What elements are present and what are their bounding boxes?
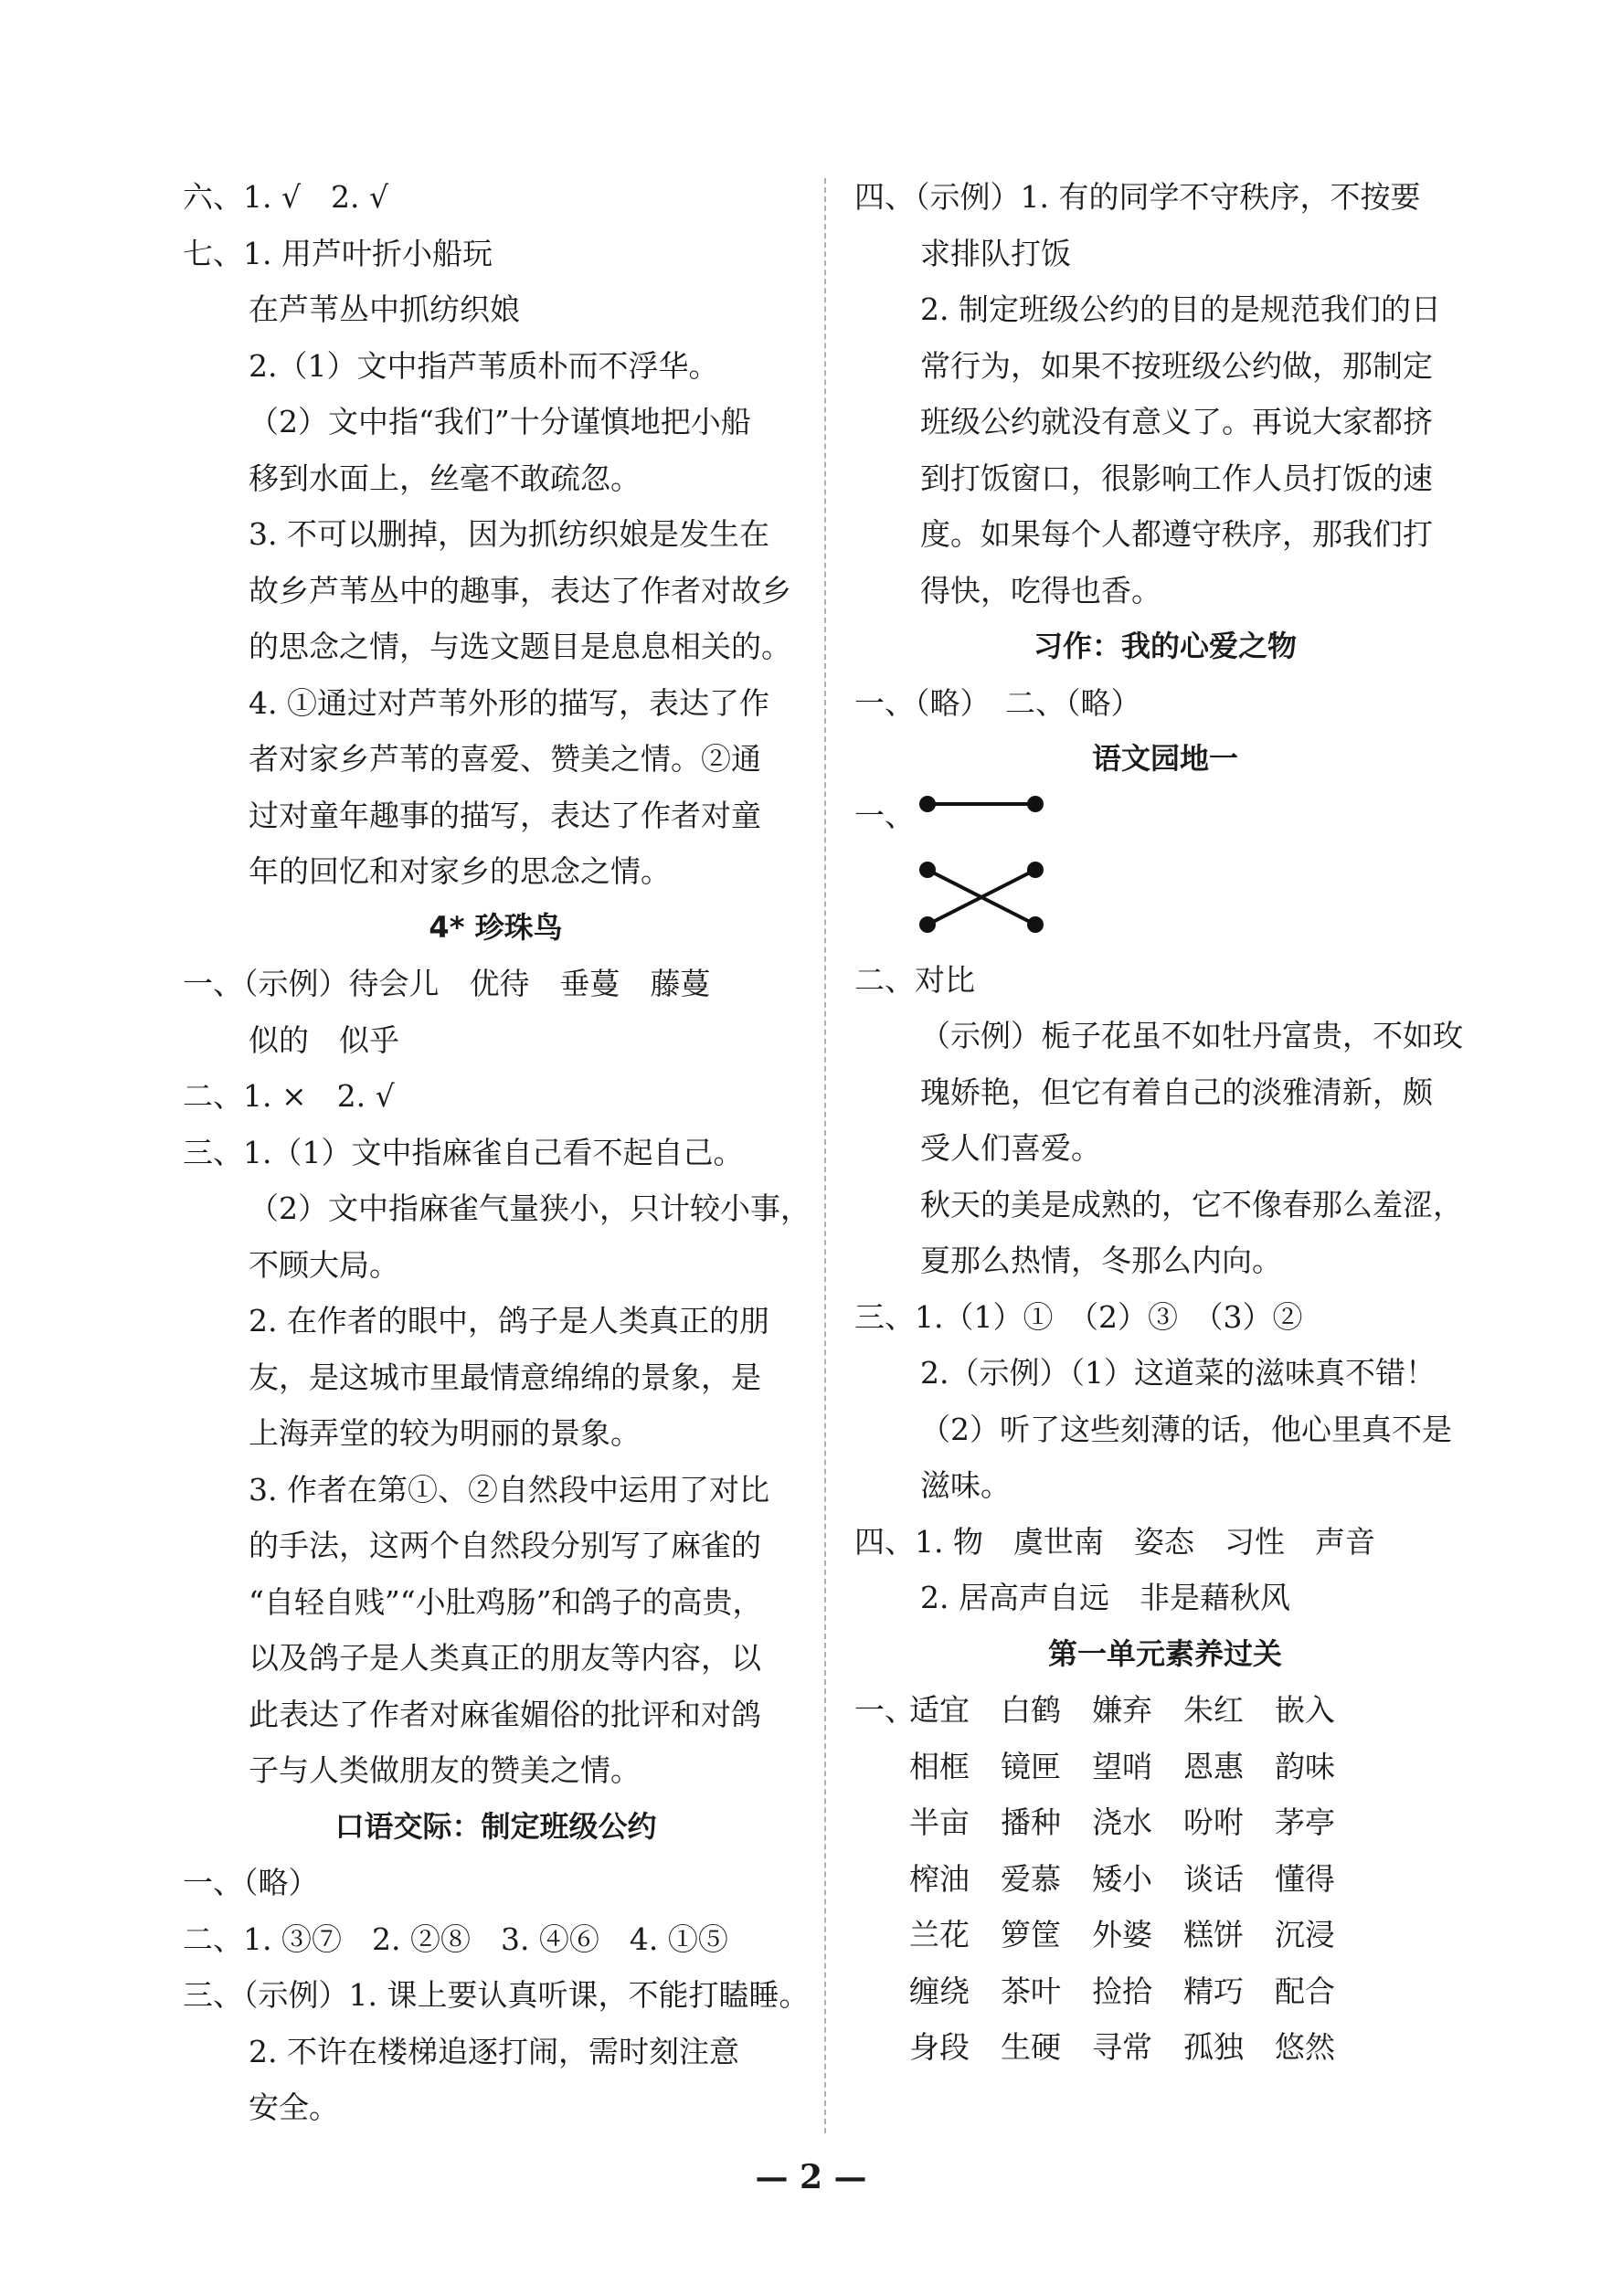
section-heading: 口语交际：制定班级公约 bbox=[334, 1808, 657, 1844]
word: 嵌入 bbox=[1275, 1692, 1335, 1728]
answer-line: 度。如果每个人都遵守秩序，那我们打 bbox=[920, 516, 1433, 552]
section-heading: 语文园地一 bbox=[1091, 741, 1238, 776]
answer-line: 夏那么热情，冬那么内向。 bbox=[920, 1243, 1282, 1278]
answer-line: 班级公约就没有意义了。再说大家都挤 bbox=[920, 404, 1433, 439]
word: 箩筐 bbox=[1001, 1917, 1061, 1952]
word: 矮小 bbox=[1092, 1860, 1152, 1897]
word: 韵味 bbox=[1275, 1748, 1335, 1784]
word: 浇水 bbox=[1092, 1804, 1152, 1840]
answer-line: 到打饭窗口，很影响工作人员打饭的速 bbox=[920, 460, 1433, 496]
word: 配合 bbox=[1275, 1973, 1335, 2009]
answer-line: 的思念之情，与选文题目是息息相关的。 bbox=[249, 629, 791, 664]
section-heading: 习作：我的心爱之物 bbox=[1033, 629, 1297, 663]
answer-line: 过对童年趣事的描写，表达了作者对童 bbox=[249, 797, 761, 833]
matching-diagram bbox=[854, 788, 1476, 952]
word: 白鹤 bbox=[1001, 1692, 1061, 1728]
answer-line: 一、（略） bbox=[183, 1865, 319, 1900]
match-dot bbox=[919, 862, 936, 878]
answer-line: 2. 不许在楼梯追逐打闹，需时刻注意 bbox=[249, 2033, 739, 2069]
word-row bbox=[854, 1963, 1476, 2020]
answer-line: 常行为，如果不按班级公约做，那制定 bbox=[920, 347, 1433, 384]
answer-line: 3. 不可以删掉，因为抓纺织娘是发生在 bbox=[249, 516, 769, 552]
word-row bbox=[854, 2019, 1476, 2076]
answer-line: 二、1. × 2. √ bbox=[183, 1078, 395, 1114]
answer-line: “自轻自贱”“小肚鸡肠”和鸽子的高贵， bbox=[249, 1583, 763, 1620]
word: 适宜 bbox=[909, 1692, 970, 1728]
word: 镜匣 bbox=[1001, 1748, 1061, 1784]
word: 糕饼 bbox=[1183, 1917, 1244, 1952]
answer-line: 2. 制定班级公约的目的是规范我们的日 bbox=[920, 291, 1441, 327]
word: 望哨 bbox=[1092, 1748, 1152, 1784]
answer-line: 得快，吃得也香。 bbox=[920, 572, 1161, 608]
right-column bbox=[854, 169, 1476, 2076]
answer-line: 三、（示例）1. 课上要认真听课，不能打瞌睡。 bbox=[183, 1977, 810, 2013]
answer-line: （2）听了这些刻薄的话，他心里真不是 bbox=[920, 1411, 1452, 1447]
answer-line: 滋味。 bbox=[920, 1467, 1011, 1503]
answer-line: （2）文中指麻雀气量狭小，只计较小事， bbox=[249, 1190, 811, 1226]
word-row bbox=[854, 1851, 1476, 1908]
answer-line: 年的回忆和对家乡的思念之情。 bbox=[249, 853, 671, 889]
word: 相框 bbox=[909, 1748, 970, 1784]
answer-line: （2）文中指“我们”十分谨慎地把小船 bbox=[249, 404, 751, 439]
word-prefix: 一、 bbox=[854, 1692, 915, 1728]
answer-line: 七、1. 用芦叶折小船玩 bbox=[183, 235, 493, 271]
word: 榨油 bbox=[909, 1860, 970, 1897]
answer-line: 似的 似乎 bbox=[249, 1021, 399, 1058]
answer-line: 三、1.（1）① （2）③ （3）② bbox=[854, 1298, 1303, 1335]
word: 吩咐 bbox=[1183, 1804, 1244, 1840]
word: 懂得 bbox=[1275, 1860, 1335, 1897]
answer-line: 秋天的美是成熟的，它不像春那么羞涩， bbox=[920, 1186, 1463, 1222]
answer-line: 2.（示例）（1）这道菜的滋味真不错！ bbox=[920, 1355, 1436, 1391]
match-dot bbox=[1027, 862, 1044, 878]
answer-line: 友，是这城市里最情意绵绵的景象，是 bbox=[249, 1359, 761, 1395]
answer-line: 二、1. ③⑦ 2. ②⑧ 3. ④⑥ 4. ①⑤ bbox=[183, 1920, 728, 1957]
match-dot bbox=[919, 916, 936, 933]
word: 生硬 bbox=[1001, 2029, 1061, 2065]
match-dot bbox=[919, 796, 936, 812]
answer-line: 的手法，这两个自然段分别写了麻雀的 bbox=[249, 1528, 761, 1563]
word: 寻常 bbox=[1092, 2029, 1152, 2065]
word: 嫌弃 bbox=[1092, 1692, 1152, 1728]
answer-line: 上海弄堂的较为明丽的景象。 bbox=[249, 1415, 641, 1451]
answer-line: 受人们喜爱。 bbox=[920, 1130, 1101, 1166]
section-heading: 第一单元素养过关 bbox=[1047, 1635, 1282, 1671]
answer-line: 安全。 bbox=[249, 2090, 339, 2125]
section-heading: 4* 珍珠鸟 bbox=[429, 909, 563, 945]
word: 孤独 bbox=[1183, 2029, 1244, 2065]
word: 兰花 bbox=[909, 1917, 970, 1952]
word-row bbox=[854, 1682, 1476, 1739]
answer-line: 以及鸽子是人类真正的朋友等内容，以 bbox=[249, 1640, 761, 1676]
word: 爱慕 bbox=[1001, 1860, 1061, 1897]
answer-line: 4. ①通过对芦苇外形的描写，表达了作 bbox=[249, 684, 769, 721]
match-dot bbox=[1027, 916, 1044, 933]
answer-line: 故乡芦苇丛中的趣事，表达了作者对故乡 bbox=[249, 572, 791, 608]
word: 身段 bbox=[909, 2029, 970, 2065]
answer-line: 四、1. 物 虞世南 姿态 习性 声音 bbox=[854, 1523, 1375, 1560]
word: 捡拾 bbox=[1092, 1973, 1152, 2009]
word: 播种 bbox=[1001, 1804, 1061, 1840]
answer-line: 2. 在作者的眼中，鸽子是人类真正的朋 bbox=[249, 1303, 769, 1338]
answer-line: 3. 作者在第①、②自然段中运用了对比 bbox=[249, 1471, 769, 1508]
matching-lines bbox=[918, 788, 1101, 952]
answer-line: 瑰娇艳，但它有着自己的淡雅清新，颇 bbox=[920, 1074, 1433, 1110]
word: 谈话 bbox=[1183, 1860, 1244, 1897]
word: 缠绕 bbox=[909, 1973, 970, 2009]
answer-line: 2.（1）文中指芦苇质朴而不浮华。 bbox=[249, 347, 719, 384]
answer-line: 求排队打饭 bbox=[920, 235, 1071, 271]
answer-line: 者对家乡芦苇的喜爱、赞美之情。②通 bbox=[249, 741, 761, 777]
answer-line: （示例）栀子花虽不如牡丹富贵，不如玫 bbox=[920, 1018, 1463, 1053]
word: 沉浸 bbox=[1275, 1917, 1335, 1952]
word: 悠然 bbox=[1275, 2029, 1335, 2065]
answer-line: 一、（略） 二、（略） bbox=[854, 684, 1141, 721]
answer-line: 不顾大局。 bbox=[249, 1246, 399, 1283]
answer-line: 在芦苇丛中抓纺织娘 bbox=[249, 291, 520, 327]
word: 茅亭 bbox=[1275, 1804, 1335, 1840]
answer-line: 三、1.（1）文中指麻雀自己看不起自己。 bbox=[183, 1134, 744, 1170]
page-number: — 2 — bbox=[755, 2158, 867, 2196]
answer-line: 二、对比 bbox=[854, 961, 975, 998]
word: 精巧 bbox=[1183, 1973, 1244, 2009]
word: 半亩 bbox=[909, 1804, 970, 1840]
word-row bbox=[854, 1794, 1476, 1851]
word-row bbox=[854, 1907, 1476, 1963]
answer-line: 子与人类做朋友的赞美之情。 bbox=[249, 1752, 641, 1788]
column-divider bbox=[824, 178, 826, 2133]
word: 恩惠 bbox=[1183, 1748, 1244, 1784]
word: 茶叶 bbox=[1001, 1973, 1061, 2009]
match-dot bbox=[1027, 796, 1044, 812]
answer-line: 六、1. √ 2. √ bbox=[183, 179, 389, 215]
match-label: 一、 bbox=[854, 797, 915, 833]
answer-line: 此表达了作者对麻雀媚俗的批评和对鸽 bbox=[249, 1696, 761, 1732]
answer-line: 2. 居高声自远 非是藉秋风 bbox=[920, 1580, 1290, 1615]
left-column bbox=[183, 169, 809, 2136]
word-row bbox=[854, 1739, 1476, 1795]
word: 朱红 bbox=[1183, 1692, 1244, 1728]
answer-line: 四、（示例）1. 有的同学不守秩序，不按要 bbox=[854, 179, 1421, 215]
answer-line: 移到水面上，丝毫不敢疏忽。 bbox=[249, 460, 641, 496]
word: 外婆 bbox=[1092, 1917, 1152, 1952]
answer-line: 一、（示例）待会儿 优待 垂蔓 藤蔓 bbox=[183, 966, 711, 1001]
